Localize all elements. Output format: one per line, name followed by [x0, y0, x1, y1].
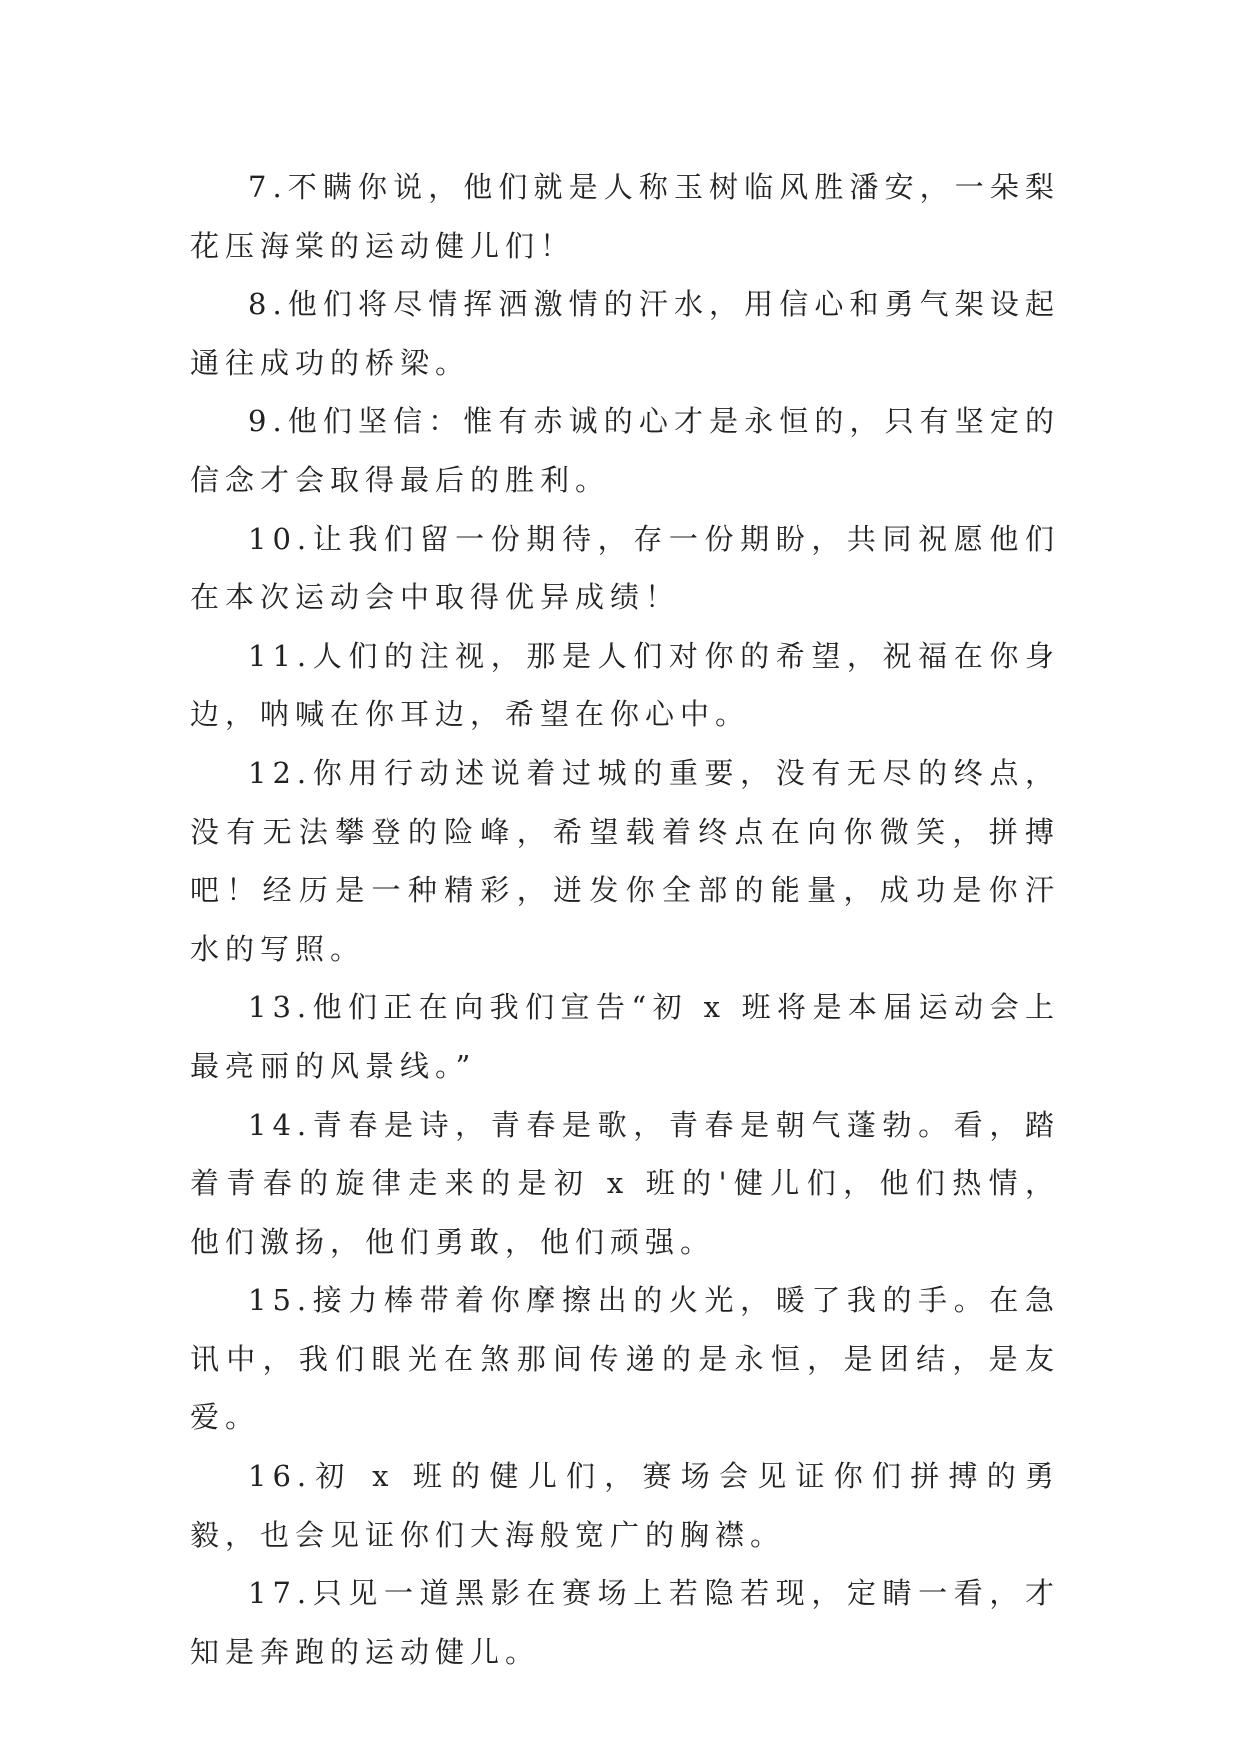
paragraph-12: 12.你用行动述说着过城的重要，没有无尽的终点，没有无法攀登的险峰，希望载着终点在向你微笑，拼搏吧！经历是一种精彩，迸发你全部的能量，成功是你汗水的写照。	[190, 755, 1060, 966]
paragraph-11: 11.人们的注视，那是人们对你的希望，祝福在你身边，呐喊在你耳边，希望在你心中。	[190, 638, 1060, 732]
document-body	[190, 158, 1060, 1681]
paragraph-8: 8.他们将尽情挥洒激情的汗水，用信心和勇气架设起通往成功的桥梁。	[190, 287, 1060, 380]
paragraph-10: 10.让我们留一份期待，存一份期盼，共同祝愿他们在本次运动会中取得优异成绩！	[190, 521, 1060, 615]
paragraph-13: 13.他们正在向我们宣告“初 x 班将是本届运动会上最亮丽的风景线。”	[190, 990, 1060, 1083]
paragraph-9: 9.他们坚信：惟有赤诚的心才是永恒的，只有坚定的信念才会取得最后的胜利。	[190, 404, 1060, 497]
paragraph-17: 17.只见一道黑影在赛场上若隐若现，定睛一看，才知是奔跑的运动健儿。	[190, 1576, 1060, 1669]
paragraph-7: 7.不瞒你说，他们就是人称玉树临风胜潘安，一朵梨花压海棠的运动健儿们！	[190, 170, 1060, 263]
paragraph-15: 15.接力棒带着你摩擦出的火光，暖了我的手。在急讯中，我们眼光在煞那间传递的是永恒，是团结，是友爱。	[190, 1283, 1060, 1435]
paragraph-14: 14.青春是诗，青春是歌，青春是朝气蓬勃。看，踏着青春的旋律走来的是初 x 班的'健儿们，他们热情，他们激扬，他们勇敢，他们顽强。	[190, 1107, 1060, 1259]
paragraph-16: 16.初 x 班的健儿们，赛场会见证你们拼搏的勇毅，也会见证你们大海般宽广的胸襟。	[190, 1459, 1060, 1552]
